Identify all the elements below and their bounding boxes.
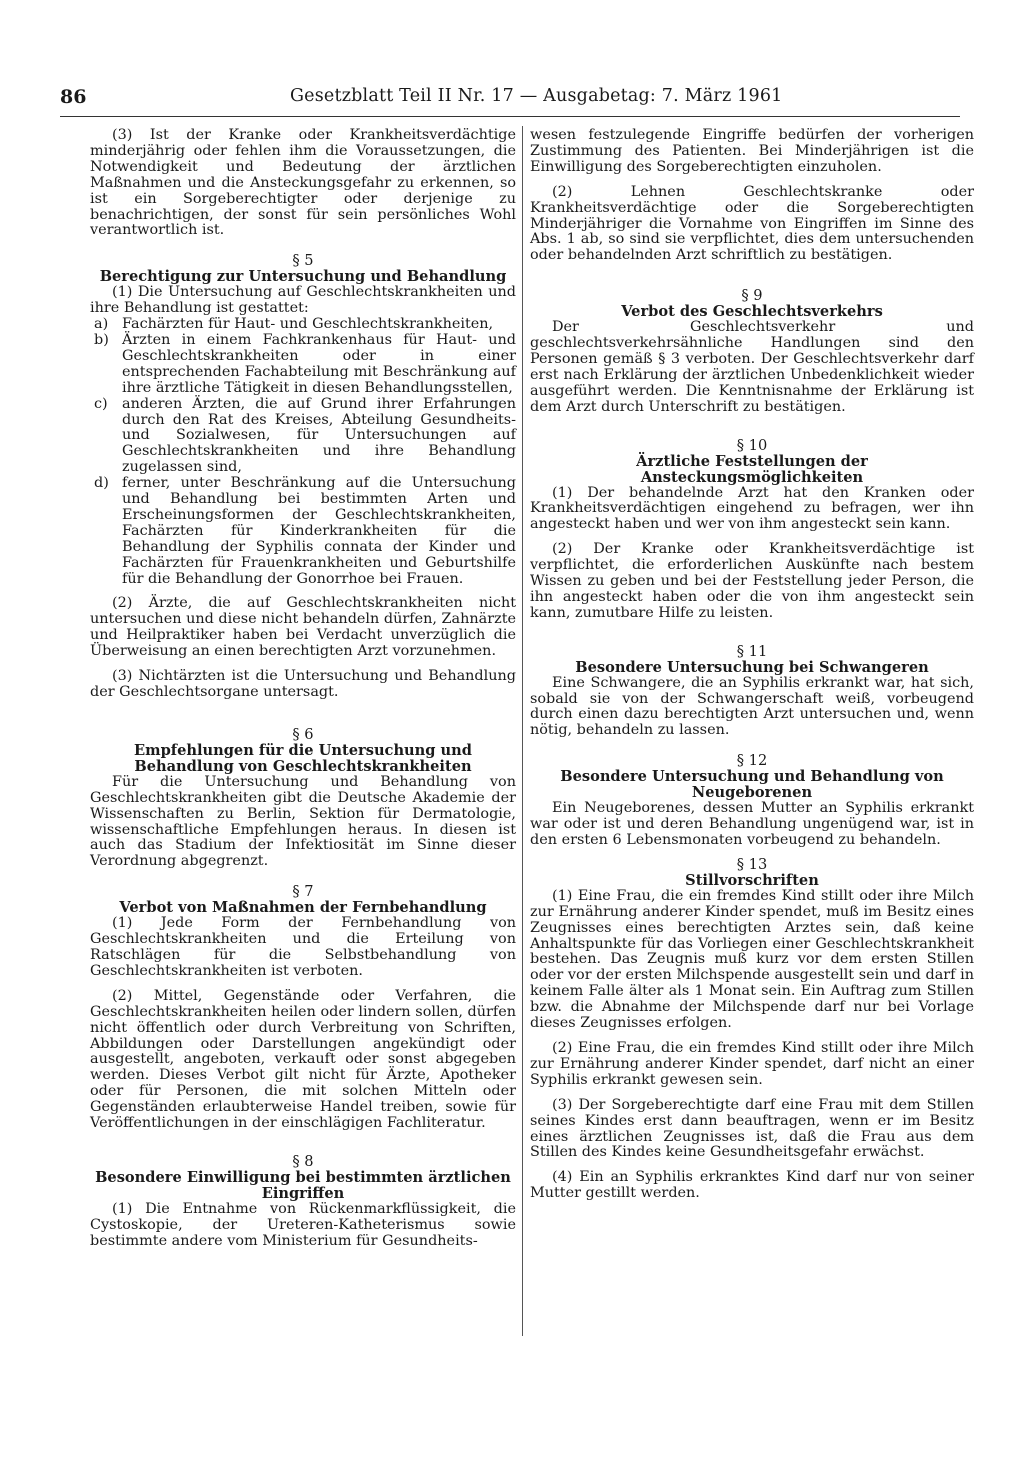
header-rule xyxy=(60,116,960,117)
section-title: Besondere Untersuchung bei Schwangeren xyxy=(575,658,929,676)
section-title: Besondere Untersuchung und Behandlung von Neugeborenen xyxy=(560,768,944,802)
paragraph: Eine Schwangere, die an Syphilis erkrankt war, hat sich, sobald sie von der Schwangerschaft weiß, vorbeugend durch einen dazu berechtigten Arzt untersuchen und, wenn nötig, behandeln zu lassen. xyxy=(530,674,974,739)
list-item-text: anderen Ärzten, die auf Grund ihrer Erfahrungen durch den Rat des Kreises, Abteilung Gesundheits- und Sozialwesen, für Untersuchungen auf Geschlechtskrankheiten und ihre Behandlung zugelassen sind, xyxy=(122,395,516,476)
section-title: Berechtigung zur Untersuchung und Behandlung xyxy=(99,268,507,286)
paragraph: (3) Nichtärzten ist die Untersuchung und Behandlung der Geschlechtsorgane untersagt. xyxy=(90,668,516,700)
section-12-heading xyxy=(530,753,974,801)
enumeration-list xyxy=(90,317,516,587)
paragraph: Für die Untersuchung und Behandlung von Geschlechtskrankheiten gibt die Deutsche Akademie der Wissenschaften zu Berlin, Sektion für Dermatologie, wissenschaftliche Empfehlungen heraus. In diesen ist auch das Stadium der Infektiosität im Sinne dieser Verordnung abgegrenzt. xyxy=(90,773,516,870)
paragraph: (1) Der behandelnde Arzt hat den Kranken oder Krankheitsverdächtigen eingehend zu befragen, wer ihn angesteckt haben und wer von ihm angesteckt sein kann. xyxy=(530,484,974,533)
section-7-heading xyxy=(90,884,516,916)
paragraph: (2) Der Kranke oder Krankheitsverdächtige ist verpflichtet, die erforderlichen Auskünfte nach bestem Wissen zu geben und bei der Feststellung jeder Person, die ihn angesteckt haben oder die von ihm angesteckt sein kann, zumutbare Hilfe zu leisten. xyxy=(530,541,974,621)
paragraph: (1) Die Entnahme von Rückenmarkflüssigkeit, die Cystoskopie, der Ureteren-Katheterismus sowie bestimmte andere vom Ministerium für Gesundheits- xyxy=(90,1200,516,1249)
section-13-heading xyxy=(530,857,974,889)
paragraph: Ein Neugeborenes, dessen Mutter an Syphilis erkrankt war oder ist und deren Behandlung ungenügend war, ist in den ersten 6 Lebensmonaten vorbeugend zu behandeln. xyxy=(530,800,974,848)
list-item xyxy=(90,397,516,477)
section-title: Stillvorschriften xyxy=(685,871,819,889)
list-item xyxy=(90,317,516,333)
right-column xyxy=(530,128,974,1202)
section-number: § 9 xyxy=(741,287,763,305)
section-11-heading xyxy=(530,644,974,676)
running-head: Gesetzblatt Teil II Nr. 17 — Ausgabetag: 7. März 1961 xyxy=(290,86,783,106)
section-number: § 11 xyxy=(736,642,768,660)
section-number: § 6 xyxy=(292,725,314,743)
section-8-heading xyxy=(90,1154,516,1202)
section-number: § 10 xyxy=(736,436,768,454)
column-divider xyxy=(522,126,523,1336)
paragraph: (2) Mittel, Gegenstände oder Verfahren, die Geschlechtskrankheiten heilen oder lindern sollen, dürfen nicht öffentlich oder durch Verbreitung von Schriften, Abbildungen oder Darstellungen angekündigt oder ausgestellt, angeboten, verkauft oder sonst abgegeben werden. Dieses Verbot gilt nicht für Ärzte, Apotheker oder für Personen, die mit solchen Mitteln oder Gegenständen erlaubterweise Handel treiben, sowie für Veröffentlichungen in der einschlägigen Fachliteratur. xyxy=(90,987,516,1132)
section-6-heading xyxy=(90,727,516,775)
list-item xyxy=(90,333,516,397)
section-title: Verbot des Geschlechtsverkehrs xyxy=(621,303,883,321)
paragraph: (4) Ein an Syphilis erkranktes Kind darf nur von seiner Mutter gestillt werden. xyxy=(530,1169,974,1202)
list-marker: c) xyxy=(94,395,108,412)
paragraph: (1) Die Untersuchung auf Geschlechtskrankheiten und ihre Behandlung ist gestattet: xyxy=(90,284,516,317)
paragraph: (2) Lehnen Geschlechtskranke oder Krankheitsverdächtige oder die Sorgeberechtigten Minderjähriger die Vornahme von Eingriffen im Sinne des Abs. 1 ab, so sind sie verpflichtet, dies dem untersuchenden oder behandelnden Arzt schriftlich zu bestätigen. xyxy=(530,183,974,264)
section-title: Ärztliche Feststellungen der Ansteckungsmöglichkeiten xyxy=(636,452,868,486)
list-marker: a) xyxy=(94,316,109,333)
section-number: § 12 xyxy=(736,752,768,770)
page-header xyxy=(60,80,960,114)
section-title: Besondere Einwilligung bei bestimmten ärztlichen Eingriffen xyxy=(95,1168,511,1202)
paragraph: (3) Der Sorgeberechtigte darf eine Frau mit dem Stillen seines Kindes erst dann beauftragen, wenn er im Besitz eines ärztlichen Zeugnisses ist, daß die Frau aus dem Stillen des Kindes keine Gesundheitsgefahr erwächst. xyxy=(530,1096,974,1161)
paragraph: Der Geschlechtsverkehr und geschlechtsverkehrsähnliche Handlungen sind den Personen gemäß § 3 verboten. Der Geschlechtsverkehr darf erst nach Erklärung der ärztlichen Unbedenklichkeit wieder ausgeführt werden. Die Kenntnisnahme der Erklärung ist dem Arzt durch Unterschrift zu bestätigen. xyxy=(530,319,974,415)
section-10-heading xyxy=(530,438,974,486)
section-number: § 5 xyxy=(292,252,314,270)
list-item-text: Ärzten in einem Fachkrankenhaus für Haut- und Geschlechtskrankheiten oder in einer entsprechenden Fachabteilung mit Beschränkung auf ihre ärztliche Tätigkeit in diesen Behandlungsstellen, xyxy=(122,331,516,396)
section-9-heading xyxy=(530,288,974,320)
list-item-text: Fachärzten für Haut- und Geschlechtskrankheiten, xyxy=(122,316,494,333)
paragraph-4-3: (3) Ist der Kranke oder Krankheitsverdächtige minderjährig oder fehlen ihm die Voraussetzungen, die Notwendigkeit und Bedeutung der ärztlichen Maßnahmen und die Ansteckungsgefahr zu erkennen, so ist ein Sorgeberechtigter oder derjenige zu benachrichtigen, der sonst für sein persönliches Wohl verantwortlich ist. xyxy=(90,127,516,239)
section-number: § 13 xyxy=(736,855,768,873)
section-title: Verbot von Maßnahmen der Fernbehandlung xyxy=(119,899,487,917)
paragraph: (1) Eine Frau, die ein fremdes Kind stillt oder ihre Milch zur Ernährung anderer Kinder spendet, muß im Besitz eines Zeugnisses eines berechtigten Arztes sein, daß keine Anhaltspunkte für das Vorliegen einer Geschlechtskrankheit bestehen. Das Zeugnis muß kurz vor dem ersten Stillen oder vor der ersten Milchspende ausgestellt sein und darf in keinem Falle älter als 1 Monat sein. Ein Auftrag zum Stillen bzw. die Abnahme der Milchspende darf nur bei Vorlage dieses Zeugnisses erfolgen. xyxy=(530,887,974,1032)
section-title: Empfehlungen für die Untersuchung und Behandlung von Geschlechtskrankheiten xyxy=(134,741,472,775)
section-number: § 8 xyxy=(292,1152,314,1170)
list-item-text: ferner, unter Beschränkung auf die Untersuchung und Behandlung bei bestimmten Arten und Erscheinungsformen der Geschlechtskrankheiten, Fachärzten für Kinderkrankheiten für die Behandlung der Syphilis connata der Kinder und Fachärzten für Frauenkrankheiten und Geburtshilfe für die Behandlung der Gonorrhoe bei Frauen. xyxy=(122,475,516,587)
page-number: 86 xyxy=(60,86,87,108)
paragraph-continuation: wesen festzulegende Eingriffe bedürfen der vorherigen Zustimmung des Patienten. Bei Minderjährigen ist die Einwilligung des Sorgeberechtigten einzuholen. xyxy=(530,127,974,175)
section-5-heading xyxy=(90,253,516,285)
list-marker: b) xyxy=(94,331,109,348)
paragraph: (2) Ärzte, die auf Geschlechtskrankheiten nicht untersuchen und diese nicht behandeln dürfen, Zahnärzte und Heilpraktiker haben bei Verdacht unverzüglich die Überweisung an einen berechtigten Arzt vorzunehmen. xyxy=(90,595,516,660)
left-column xyxy=(90,128,516,1250)
paragraph: (1) Jede Form der Fernbehandlung von Geschlechtskrankheiten und die Erteilung von Ratschlägen für die Selbstbehandlung von Geschlechtskrankheiten ist verboten. xyxy=(90,915,516,979)
section-number: § 7 xyxy=(292,883,314,901)
list-item xyxy=(90,476,516,587)
list-marker: d) xyxy=(94,475,109,492)
paragraph: (2) Eine Frau, die ein fremdes Kind stillt oder ihre Milch zur Ernährung anderer Kinder spendet, darf nicht an einer Syphilis erkrankt gewesen sein. xyxy=(530,1039,974,1088)
